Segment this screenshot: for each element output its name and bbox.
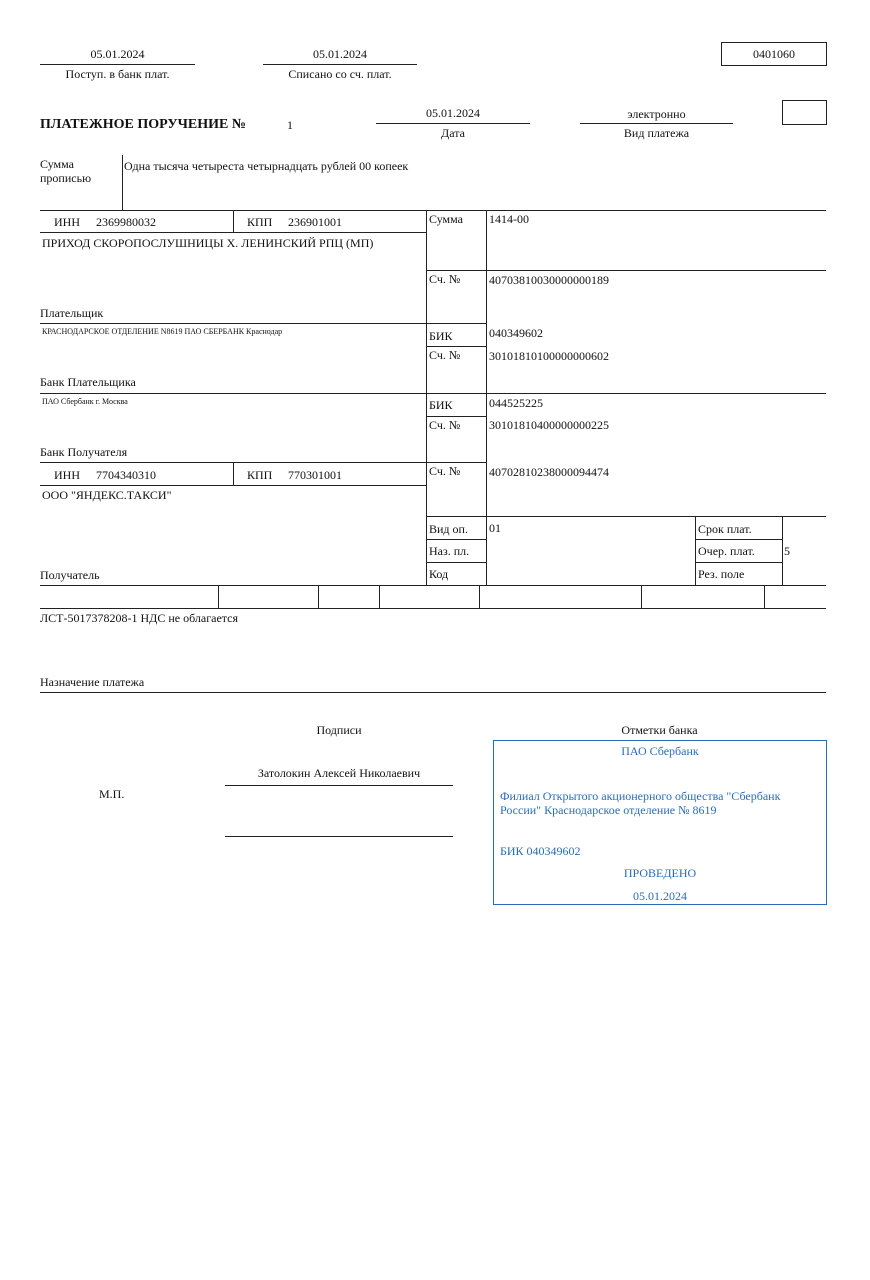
kod-label: Код [429,567,449,581]
divider [580,123,733,124]
amount-words-label: Сумма прописью [40,157,92,185]
divider [40,232,426,233]
bank-stamp [493,740,827,905]
rez-label: Рез. поле [698,567,745,581]
purpose-text: ЛСТ-5017378208-1 НДС не облагается [40,611,238,625]
payment-type-label: Вид платежа [623,126,690,140]
divider [40,210,826,211]
divider [40,692,826,693]
ocher-value: 5 [784,544,790,558]
payer-label: Плательщик [40,306,104,320]
payee-inn: 7704340310 [96,468,156,482]
purpose-label: Назначение платежа [40,675,145,689]
received-date: 05.01.2024 [90,47,145,61]
divider [782,516,783,585]
debited-date: 05.01.2024 [313,47,367,61]
payer-bank-bik-label: БИК [429,329,453,343]
payer-account-label: Сч. № [429,272,461,286]
stamp-bik: БИК 040349602 [500,844,581,858]
payer-inn-label: ИНН [54,215,80,229]
divider [426,210,427,585]
stamp-date: 05.01.2024 [633,889,687,903]
payer-bank-account: 30101810100000000602 [489,349,609,363]
divider [40,462,487,463]
signer-name: Затолокин Алексей Николаевич [257,766,421,780]
document-date: 05.01.2024 [426,106,480,120]
divider [40,323,487,324]
payer-bank-name: КРАСНОДАРСКОЕ ОТДЕЛЕНИЕ N8619 ПАО СБЕРБАНК Краснодар [42,327,283,336]
divider [379,585,380,608]
payment-type: электронно [627,107,686,121]
status-box [782,100,827,125]
debited-label: Списано со сч. плат. [288,67,392,81]
payee-bank-label: Банк Получателя [40,445,128,459]
divider [263,64,417,65]
divider [426,270,826,271]
vid-op-label: Вид оп. [429,522,468,536]
divider [641,585,642,608]
payee-label: Получатель [40,568,100,582]
received-label: Поступ. в банк плат. [65,67,170,81]
payee-bank-bik: 044525225 [489,396,543,410]
payer-kpp-label: КПП [247,215,273,229]
divider [764,585,765,608]
divider [122,155,123,210]
payee-account: 40702810238000094474 [489,465,609,479]
stamp-label: М.П. [99,787,125,801]
divider [695,516,696,585]
divider [426,539,486,540]
payee-inn-label: ИНН [54,468,80,482]
signature-line-2 [225,836,453,837]
payee-bank-account-label: Сч. № [429,418,461,432]
divider [695,562,782,563]
divider [218,585,219,608]
payee-kpp: 770301001 [288,468,342,482]
stamp-branch: Филиал Открытого акционерного общества "Сбербанк России" Краснодарское отделение № 8619 [500,789,781,817]
divider [40,585,826,586]
payee-bank-bik-label: БИК [429,398,453,412]
payer-kpp: 236901001 [288,215,342,229]
divider [426,516,826,517]
date-label: Дата [441,126,465,140]
document-title: ПЛАТЕЖНОЕ ПОРУЧЕНИЕ № [40,117,246,132]
stamp-status: ПРОВЕДЕНО [623,866,697,880]
payee-name: ООО "ЯНДЕКС.ТАКСИ" [42,488,172,502]
payee-kpp-label: КПП [247,468,273,482]
document-number: 1 [287,118,293,132]
divider [486,210,487,585]
divider [479,585,480,608]
payer-bank-account-label: Сч. № [429,348,461,362]
amount-label: Сумма [429,212,463,226]
payer-account: 40703810030000000189 [489,273,609,287]
payee-account-label: Сч. № [429,464,461,478]
payer-name: ПРИХОД СКОРОПОСЛУШНИЦЫ Х. ЛЕНИНСКИЙ РПЦ (МП) [42,236,374,250]
payee-bank-account: 30101810400000000225 [489,418,609,432]
signatures-label: Подписи [316,723,362,737]
ocher-label: Очер. плат. [698,544,755,558]
signature-line-1 [225,785,453,786]
naz-pl-label: Наз. пл. [429,544,470,558]
divider [376,123,530,124]
amount-value: 1414-00 [489,212,529,226]
divider [426,416,486,417]
srok-label: Срок плат. [698,522,752,536]
divider [233,210,234,232]
divider [318,585,319,608]
divider [40,608,826,609]
vid-op-value: 01 [489,521,501,535]
payer-bank-bik: 040349602 [489,326,543,340]
amount-words-value: Одна тысяча четыреста четырнадцать рублей 00 копеек [124,159,409,173]
divider [426,346,486,347]
form-code: 0401060 [753,47,795,61]
divider [426,562,486,563]
divider [40,393,826,394]
payee-bank-name: ПАО Сбербанк г. Москва [42,397,128,406]
payer-inn: 2369980032 [96,215,156,229]
bank-marks-label: Отметки банка [621,723,698,737]
stamp-bank-name: ПАО Сбербанк [621,744,699,758]
divider [40,485,426,486]
payer-bank-label: Банк Плательщика [40,375,136,389]
divider [233,462,234,485]
divider [40,64,195,65]
divider [695,539,782,540]
